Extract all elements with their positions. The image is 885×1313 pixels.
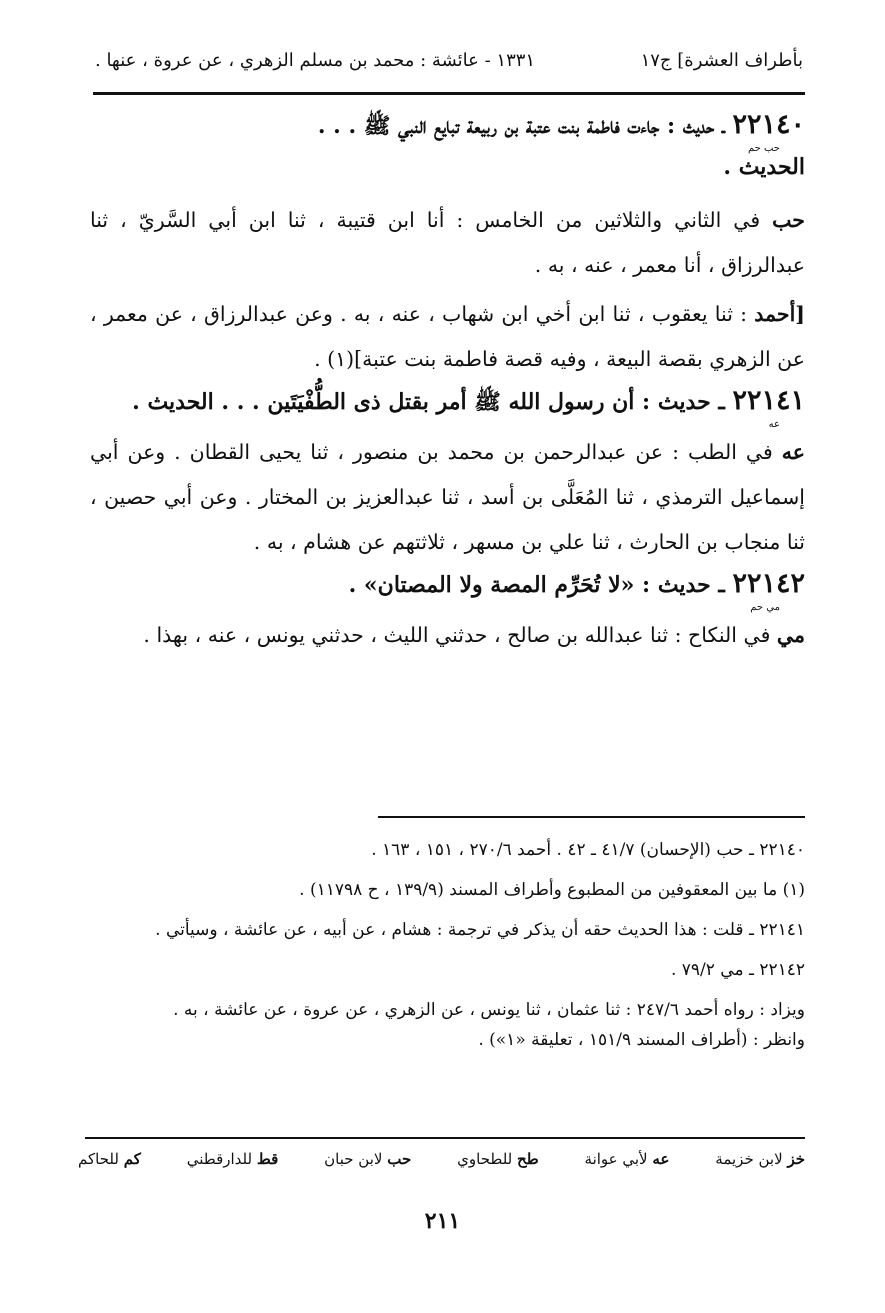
abbreviation-code: كم (123, 1150, 141, 1168)
hadith-paragraph (90, 198, 805, 288)
header-book-title: بأطراف العشرة] ج١٧ (640, 49, 803, 71)
abbreviation-item (457, 1150, 538, 1168)
abbreviations-rule (85, 1137, 805, 1139)
paragraph-text: في النكاح : ثنا عبدالله بن صالح ، حدثني الليث ، حدثني يونس ، عنه ، بهذا . (143, 623, 771, 647)
running-header (95, 40, 803, 80)
hadith-paragraph (90, 292, 805, 382)
hadith-title-text: ـ حديث : جاءت فاطمة بنت عتبة بن ربيعة تبايع النبي ﷺ . . . (317, 113, 725, 139)
abbreviation-name: لابن خزيمة (715, 1150, 783, 1168)
hadith-entry (90, 567, 805, 658)
hadith-entry (90, 384, 805, 565)
header-section-title: ١٣٣١ - عائشة : محمد بن مسلم الزهري ، عن عروة ، عنها . (95, 49, 536, 71)
page-number: ٢١١ (424, 1208, 461, 1234)
hadith-number: ٢٢١٤١ (732, 385, 805, 416)
hadith-title-end: الحديث . (723, 154, 805, 180)
hadith-title-text: ـ حديث : أن رسول الله ﷺ أمر بقتل ذى الطُّفْيَتَين . . . الحديث . (132, 389, 725, 415)
hadith-number: ٢٢١٤٠ (732, 109, 805, 140)
footnote: وانظر : (أطراف المسند ١٥١/٩ ، تعليقة «١») . (478, 1030, 805, 1050)
hadith-entry (90, 108, 805, 382)
source-code: حب (772, 208, 805, 232)
abbreviation-item (585, 1150, 670, 1168)
hadith-sigla: عه (768, 419, 780, 430)
footnotes (90, 830, 805, 1060)
abbreviation-item (78, 1150, 141, 1168)
header-rule (93, 92, 805, 95)
source-code: مي (776, 623, 805, 647)
abbreviation-item (187, 1150, 279, 1168)
footnote: ٢٢١٤٠ ـ حب (الإحسان) ٤١/٧ ـ ٤٢ . أحمد ٢٧٠/٦ ، ١٥١ ، ١٦٣ . (371, 840, 805, 860)
footnote-rule (378, 816, 805, 818)
hadith-sigla: حب حم (747, 143, 780, 154)
paragraph-text: في الثاني والثلاثين من الخامس : أنا ابن قتيبة ، ثنا ابن أبي السَّريّ ، ثنا عبدالرزاق ، أنا معمر ، عنه ، به . (90, 208, 805, 277)
source-code: عه (781, 440, 805, 464)
hadith-paragraph (90, 430, 805, 565)
footnote: (١) ما بين المعقوفين من المطبوع وأطراف المسند (١٣٩/٩ ، ح ١١٧٩٨) . (299, 880, 805, 900)
footnote: ويزاد : رواه أحمد ٢٤٧/٦ : ثنا عثمان ، ثنا يونس ، عن الزهري ، عن عروة ، عن عائشة ، به . (173, 1000, 805, 1020)
paragraph-text: : ثنا يعقوب ، ثنا ابن أخي ابن شهاب ، عنه ، به . وعن عبدالرزاق ، عن معمر ، عن الزهري بقصة البيعة ، وفيه قصة فاطمة بنت عتبة](١) . (90, 302, 805, 371)
abbreviation-name: لأبي عوانة (584, 1150, 648, 1168)
paragraph-text: في الطب : عن عبدالرحمن بن محمد بن منصور ، ثنا يحيى القطان . وعن أبي إسماعيل الترمذي ، ثنا المُعَلَّى بن أسد ، ثنا عبدالعزيز بن المختار . وعن أبي حصين ، ثنا منجاب بن الحارث ، ثنا علي بن مسهر ، ثلاثتهم عن هشام ، به . (90, 440, 805, 554)
hadith-title (90, 567, 805, 602)
hadith-number: ٢٢١٤٢ (732, 568, 805, 599)
abbreviation-name: للطحاوي (457, 1150, 513, 1168)
abbreviation-code: خز (787, 1150, 805, 1168)
abbreviation-name: للحاكم (78, 1150, 119, 1168)
abbreviation-item (324, 1150, 411, 1168)
abbreviation-code: حب (387, 1150, 412, 1168)
abbreviation-code: قط (256, 1150, 279, 1168)
abbreviation-name: لابن حبان (324, 1150, 383, 1168)
abbreviation-item (715, 1150, 805, 1168)
hadith-paragraph (90, 613, 805, 658)
source-code: [أحمد (754, 302, 805, 326)
abbreviation-code: طح (517, 1150, 539, 1168)
abbreviation-code: عه (652, 1150, 670, 1168)
footnote: ٢٢١٤٢ ـ مي ٧٩/٢ . (670, 960, 805, 980)
hadith-title (90, 108, 805, 143)
hadith-title-text: ـ حديث : «لا تُحَرِّم المصة ولا المصتان» . (348, 572, 725, 598)
abbreviation-name: للدارقطني (186, 1150, 253, 1168)
hadith-title (90, 384, 805, 419)
footnote: ٢٢١٤١ ـ قلت : هذا الحديث حقه أن يذكر في ترجمة : هشام ، عن أبيه ، عن عائشة ، وسيأتي . (155, 920, 805, 940)
hadith-sigla: مي حم (750, 602, 780, 613)
main-text (90, 108, 805, 658)
abbreviation-key (78, 1150, 805, 1168)
